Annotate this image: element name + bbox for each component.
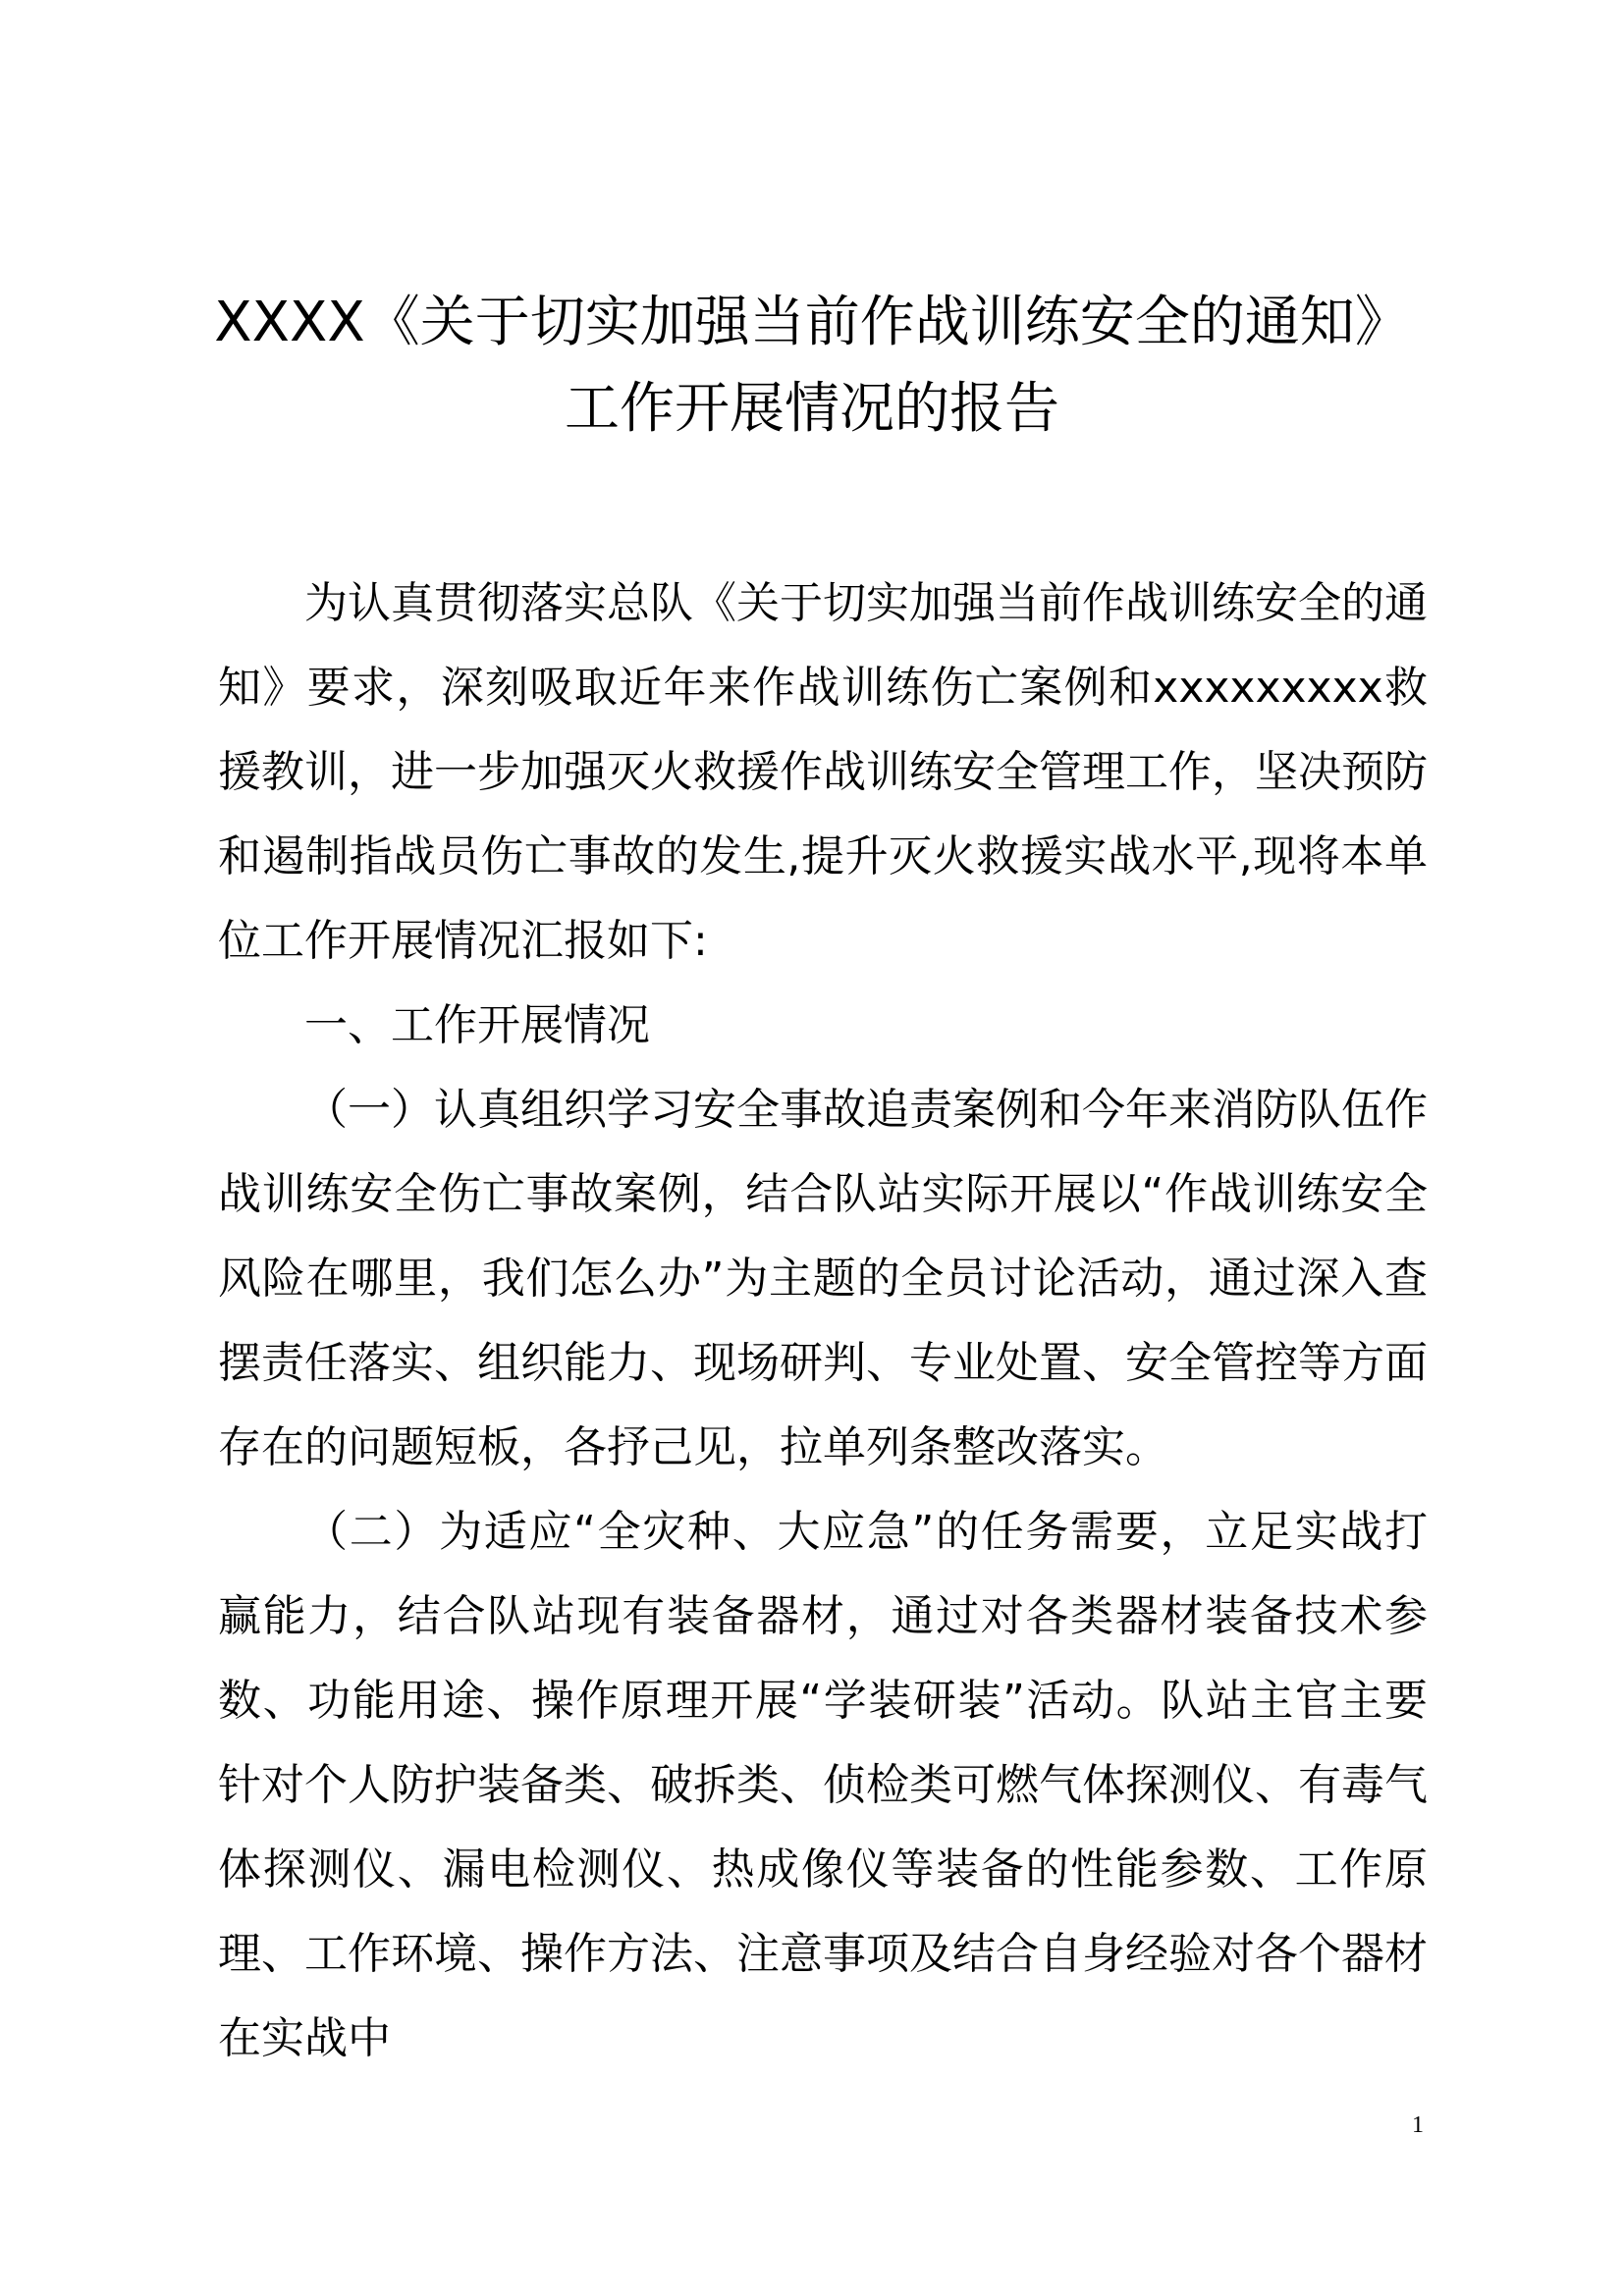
- document-title: XXXX《关于切实加强当前作战训练安全的通知》工作开展情况的报告: [214, 291, 1410, 441]
- section-heading: 一、工作开展情况: [304, 1000, 650, 1050]
- body-paragraph: （一）认真组织学习安全事故追责案例和今年来消防队伍作战训练安全伤亡事故案例，结合队站实际开展以“作战训练安全风险在哪里，我们怎么办”为主题的全员讨论活动，通过深入查摆责任落实、组织能力、现场研判、专业处置、安全管控等方面存在的问题短板，各抒己见，拉单列条整改落实。: [218, 1085, 1428, 1472]
- intro-paragraph: 为认真贯彻落实总队《关于切实加强当前作战训练安全的通知》要求，深刻吸取近年来作战训练伤亡案例和xxxxxxxxx救援教训，进一步加强灭火救援作战训练安全管理工作，坚决预防和遏制指战员伤亡事故的发生,提升灭火救援实战水平,现将本单位工作开展情况汇报如下:: [218, 578, 1428, 966]
- document-body: [218, 561, 1428, 2081]
- body-paragraph: （二）为适应“全灾种、大应急”的任务需要，立足实战打赢能力，结合队站现有装备器材，通过对各类器材装备技术参数、功能用途、操作原理开展“学装研装”活动。队站主官主要针对个人防护装备类、破拆类、侦检类可燃气体探测仪、有毒气体探测仪、漏电检测仪、热成像仪等装备的性能参数、工作原理、工作环境、操作方法、注意事项及结合自身经验对各个器材在实战中: [218, 1507, 1428, 2063]
- page-number: 1: [1412, 2112, 1424, 2138]
